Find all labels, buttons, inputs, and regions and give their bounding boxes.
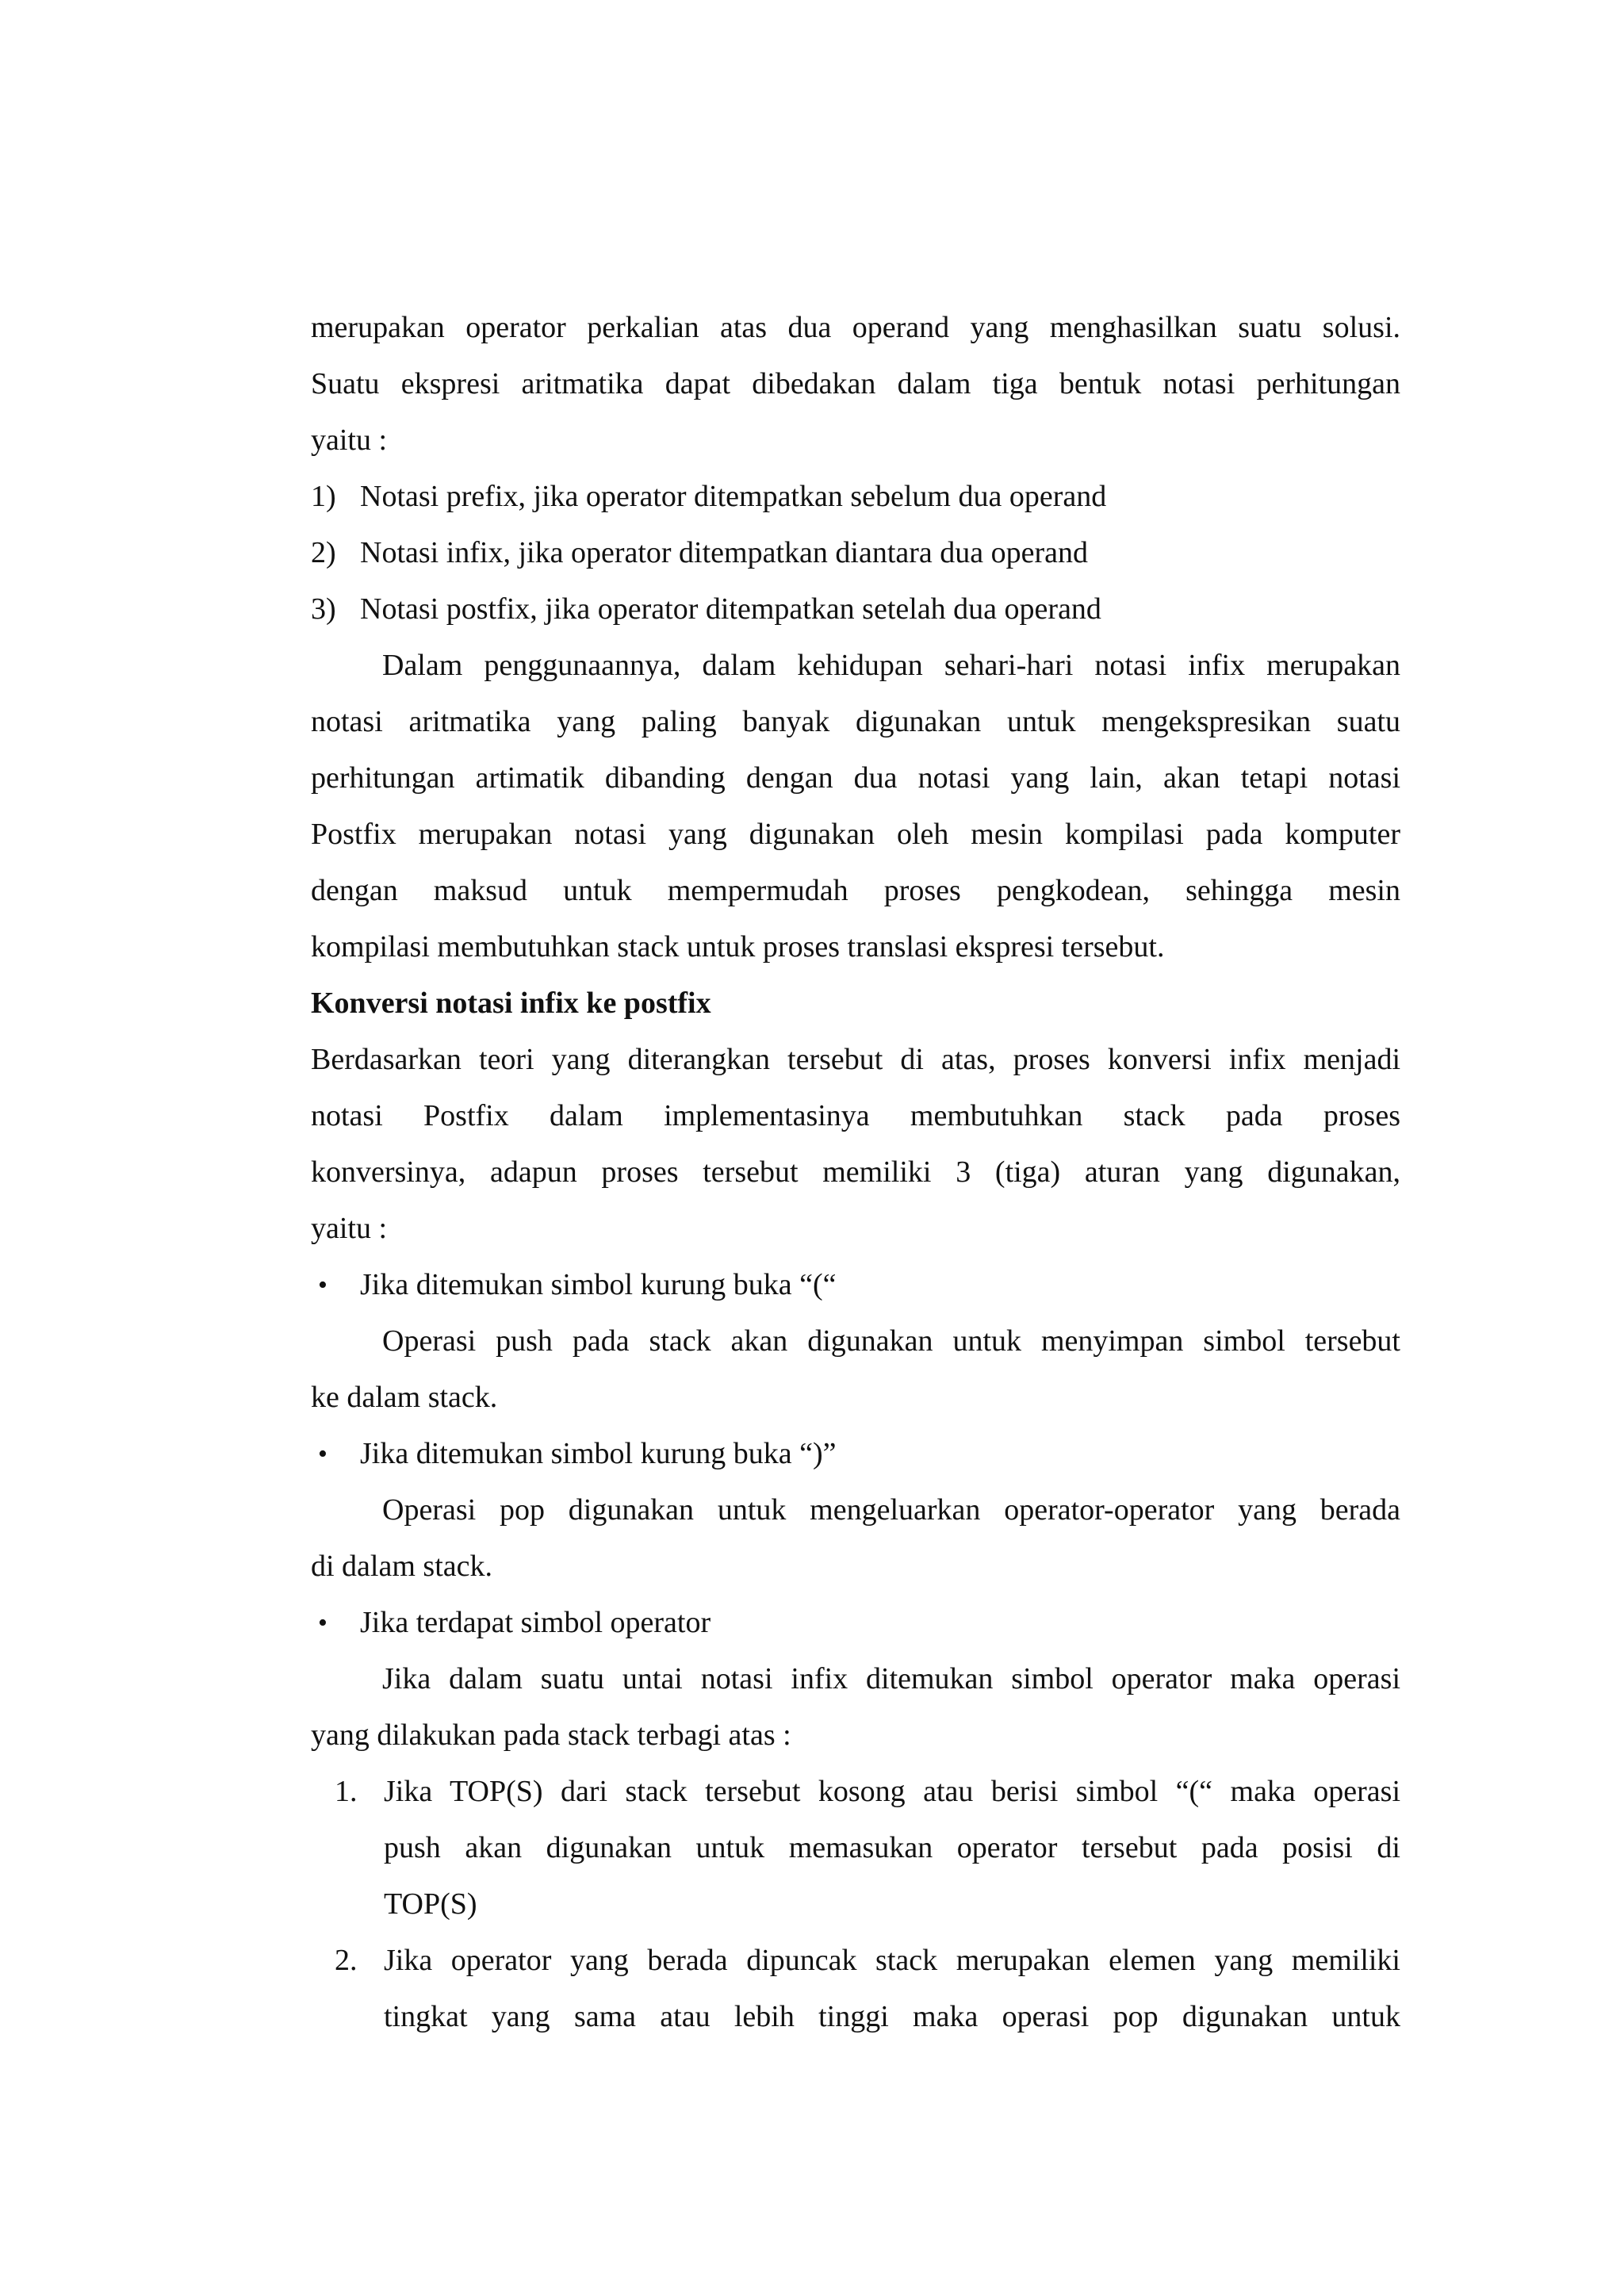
- bullet-item: [311, 1595, 1400, 1651]
- paragraph-line: Jika dalam suatu untai notasi infix ditemukan simbol operator maka operasi: [382, 1662, 1400, 1695]
- paragraph-line: dengan maksud untuk mempermudah proses pengkodean, sehingga mesin: [311, 874, 1400, 907]
- item-text: Notasi prefix, jika operator ditempatkan sebelum dua operand: [360, 480, 1107, 513]
- paragraph-line: ke dalam stack.: [311, 1381, 498, 1414]
- item-text: Jika operator yang berada dipuncak stack merupakan elemen yang memiliki: [384, 1944, 1400, 1977]
- paragraph-line: yaitu :: [311, 1212, 388, 1245]
- numbered-item: [311, 581, 1400, 638]
- paragraph-line: Dalam penggunaannya, dalam kehidupan sehari-hari notasi infix merupakan: [382, 649, 1400, 682]
- item-text: Jika terdapat simbol operator: [360, 1606, 711, 1639]
- item-text: Jika ditemukan simbol kurung buka “)”: [360, 1437, 837, 1470]
- paragraph-line: konversinya, adapun proses tersebut memiliki 3 (tiga) aturan yang digunakan,: [311, 1155, 1400, 1189]
- item-number: 2): [311, 536, 336, 569]
- item-text: Notasi infix, jika operator ditempatkan diantara dua operand: [360, 536, 1089, 569]
- paragraph-line: yaitu :: [311, 423, 388, 457]
- item-text: Jika TOP(S) dari stack tersebut kosong atau berisi simbol “(“ maka operasi: [384, 1775, 1400, 1808]
- paragraph-line: notasi aritmatika yang paling banyak digunakan untuk mengekspresikan suatu: [311, 705, 1400, 738]
- ordered-item-continuation: [311, 1989, 1400, 2045]
- paragraph-line: yang dilakukan pada stack terbagi atas :: [311, 1718, 791, 1752]
- paragraph-line: Operasi push pada stack akan digunakan untuk menyimpan simbol tersebut: [382, 1324, 1400, 1358]
- numbered-item: [311, 469, 1400, 525]
- ordered-item: [311, 1933, 1400, 1989]
- paragraph-line: Operasi pop digunakan untuk mengeluarkan operator-operator yang berada: [382, 1493, 1400, 1527]
- item-number: 1): [311, 480, 336, 513]
- paragraph-line: Postfix merupakan notasi yang digunakan oleh mesin kompilasi pada komputer: [311, 818, 1400, 851]
- document-page: [311, 0, 1400, 2295]
- item-text: TOP(S): [384, 1887, 477, 1921]
- paragraph-line: Suatu ekspresi aritmatika dapat dibedakan dalam tiga bentuk notasi perhitungan: [311, 367, 1400, 400]
- paragraph-line: perhitungan artimatik dibanding dengan dua notasi yang lain, akan tetapi notasi: [311, 761, 1400, 795]
- bullet-item: [311, 1257, 1400, 1313]
- paragraph-line: Berdasarkan teori yang diterangkan tersebut di atas, proses konversi infix menjadi: [311, 1043, 1400, 1076]
- item-text: Jika ditemukan simbol kurung buka “(“: [360, 1268, 837, 1301]
- paragraph-line: notasi Postfix dalam implementasinya membutuhkan stack pada proses: [311, 1099, 1400, 1132]
- item-number: 3): [311, 592, 336, 626]
- ordered-item-continuation: [311, 1876, 1400, 1933]
- item-number: 1.: [335, 1775, 358, 1808]
- ordered-item-continuation: [311, 1820, 1400, 1876]
- paragraph-line: merupakan operator perkalian atas dua operand yang menghasilkan suatu solusi.: [311, 311, 1400, 344]
- paragraph-line: kompilasi membutuhkan stack untuk proses translasi ekspresi tersebut.: [311, 930, 1165, 964]
- item-text: push akan digunakan untuk memasukan operator tersebut pada posisi di: [384, 1831, 1400, 1864]
- ordered-item: [311, 1764, 1400, 1820]
- bullet-icon: •: [318, 1608, 327, 1638]
- item-number: 2.: [335, 1944, 358, 1977]
- bullet-item: [311, 1426, 1400, 1482]
- item-text: Notasi postfix, jika operator ditempatkan setelah dua operand: [360, 592, 1101, 626]
- bullet-icon: •: [318, 1270, 327, 1300]
- section-heading: Konversi notasi infix ke postfix: [311, 987, 711, 1020]
- bullet-icon: •: [318, 1439, 327, 1469]
- paragraph-line: di dalam stack.: [311, 1550, 492, 1583]
- numbered-item: [311, 525, 1400, 581]
- item-text: tingkat yang sama atau lebih tinggi maka operasi pop digunakan untuk: [384, 2000, 1400, 2033]
